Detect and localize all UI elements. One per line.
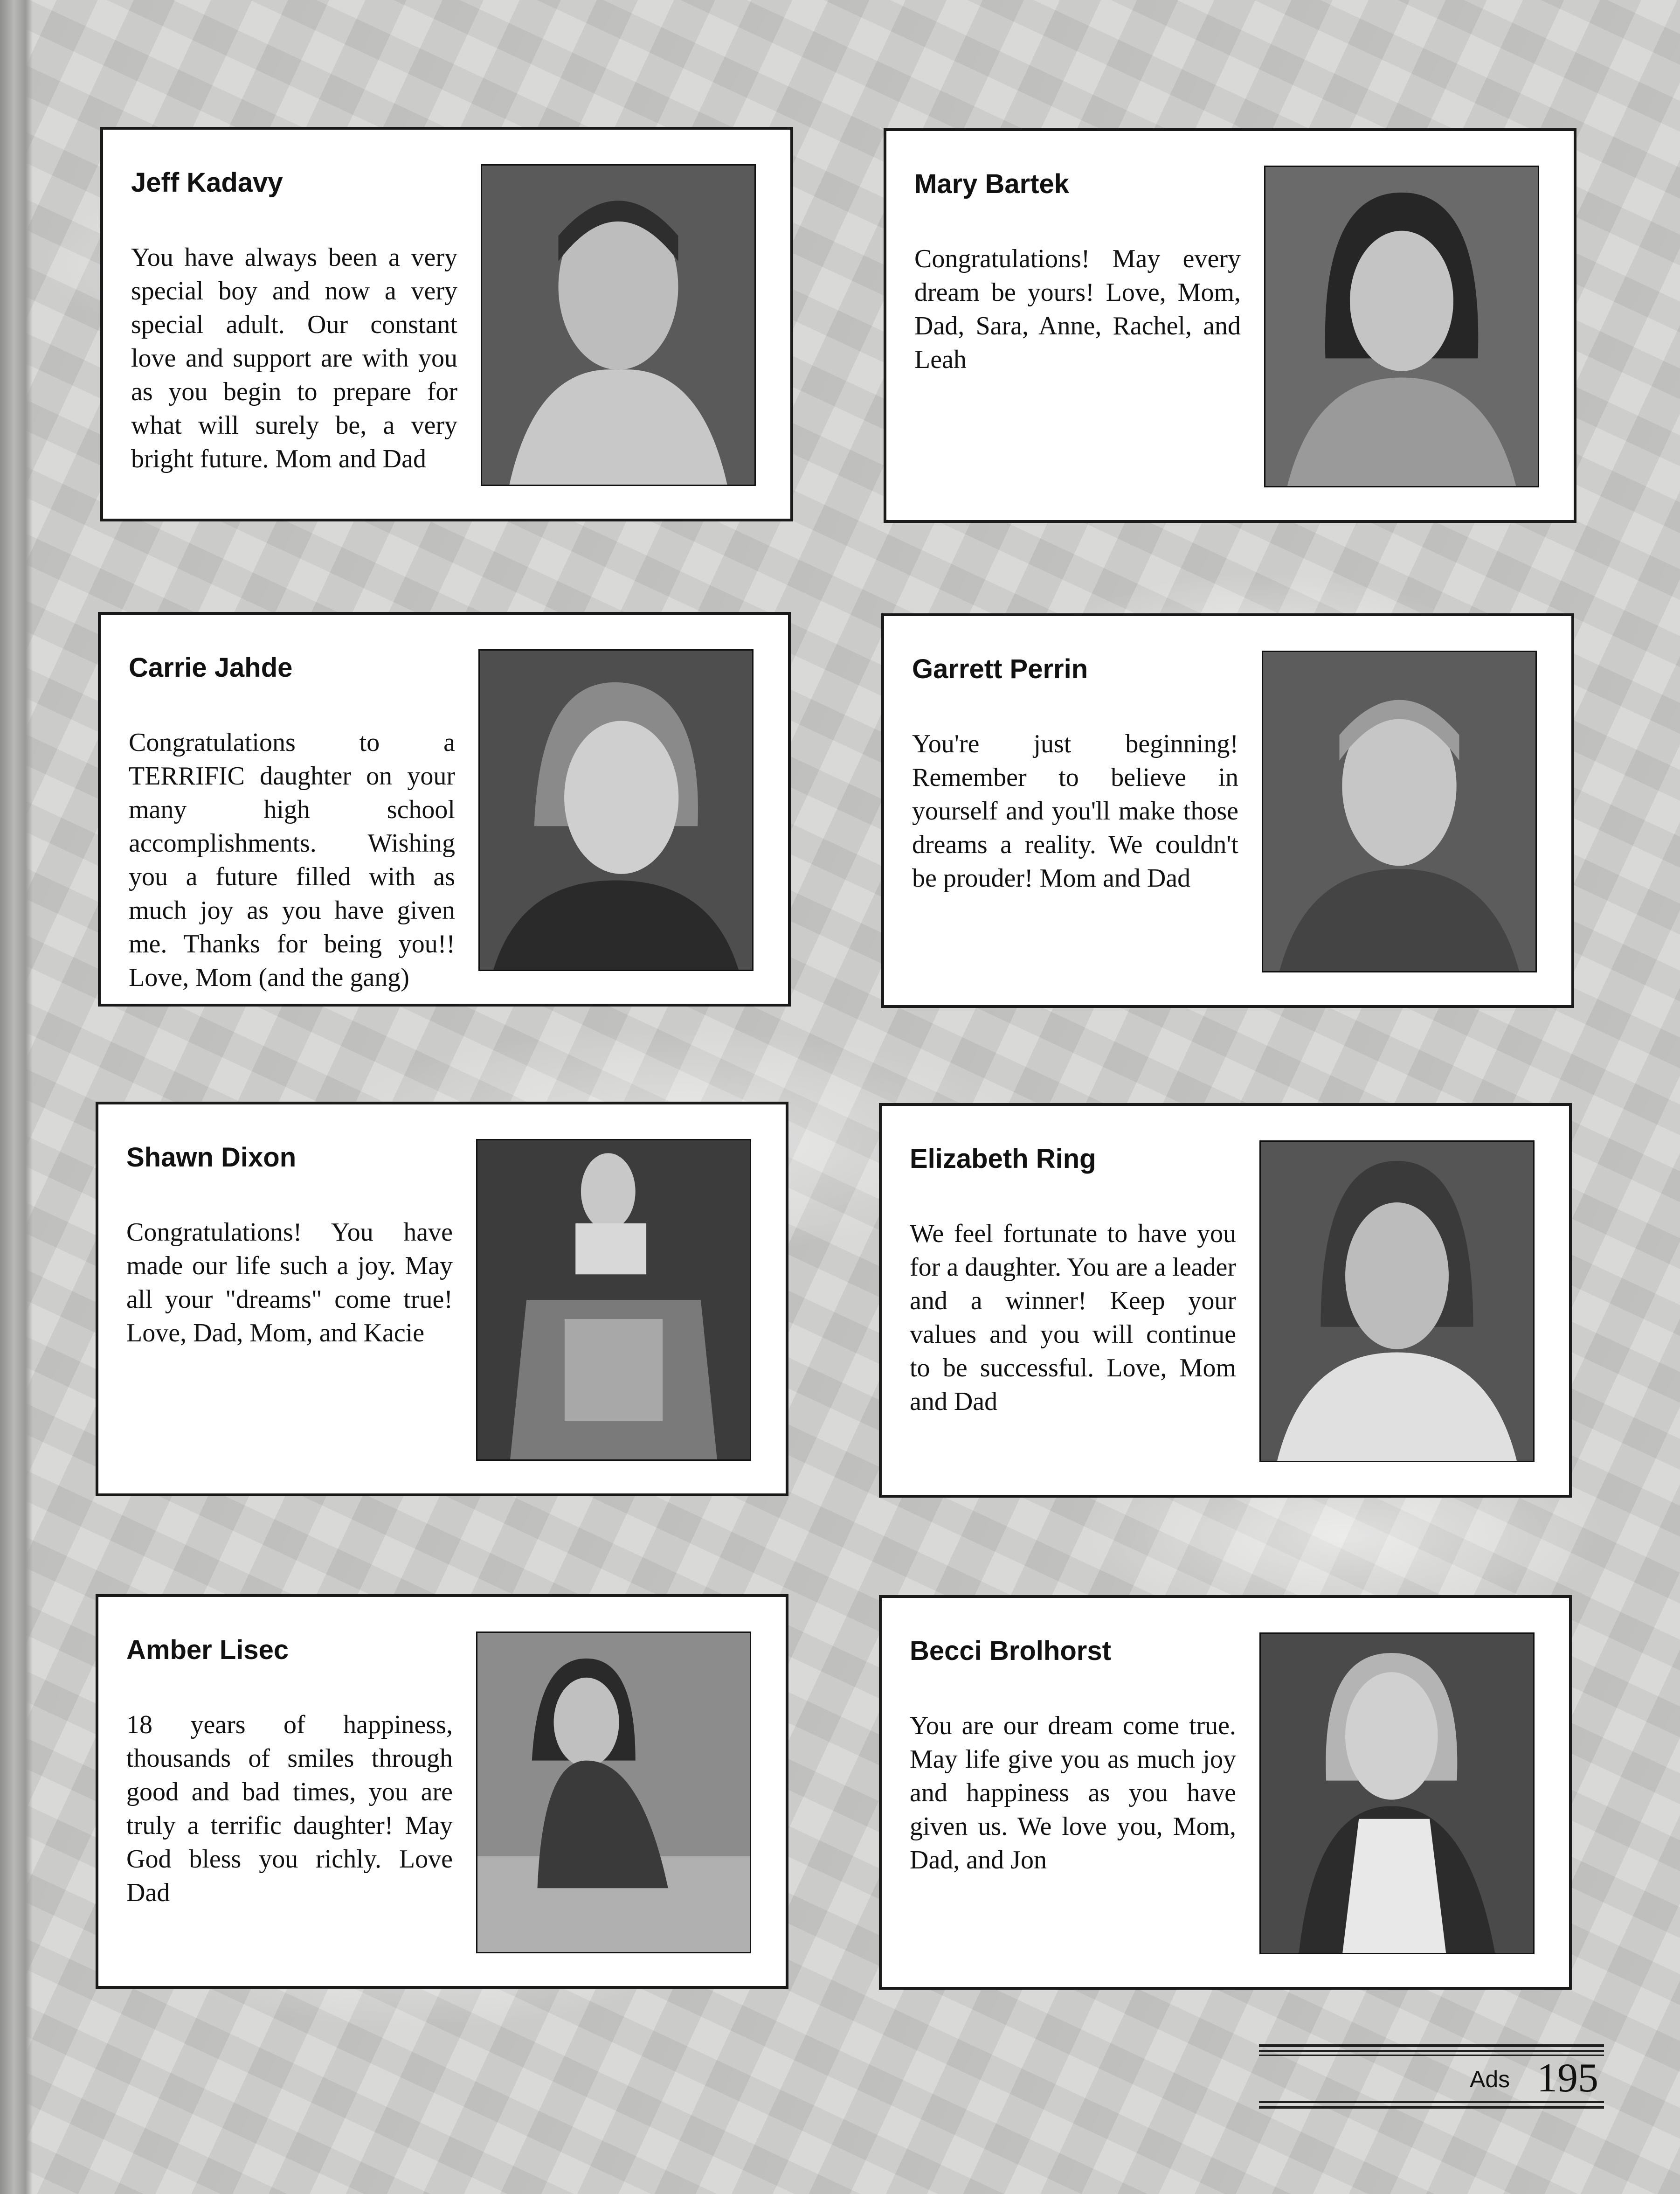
- child-photo: [481, 164, 756, 486]
- child-photo: [1262, 651, 1537, 972]
- card-message: Congratulations to a TERRIFIC daughter on your many high school accomplishments. Wishing you a future filled with as much joy as you have given me. Thanks for being you!! Love, Mom (and the gang): [129, 728, 455, 992]
- card-name: Amber Lisec: [126, 1635, 289, 1665]
- card-message: You have always been a very special boy and now a very special adult. Our constant love and support are with you as you begin to prepare for what will surely be, a very bright future. Mom and Dad: [131, 243, 457, 473]
- ad-card-mary-bartek: [884, 128, 1576, 523]
- ad-card-jeff-kadavy: [100, 127, 793, 521]
- page-number: 195: [1537, 2055, 1598, 2101]
- card-name: Carrie Jahde: [129, 653, 293, 683]
- child-photo: [1259, 1140, 1535, 1462]
- ad-card-carrie-jahde: [98, 612, 791, 1007]
- ad-card-shawn-dixon: [96, 1102, 788, 1496]
- child-photo: [1264, 166, 1539, 487]
- child-photo: [478, 649, 754, 971]
- child-photo: [476, 1632, 751, 1953]
- card-message: You are our dream come true. May life give you as much joy and happiness as you have given us. We love you, Mom, Dad, and Jon: [910, 1711, 1236, 1875]
- footer-rule: [1259, 2101, 1604, 2103]
- card-name: Shawn Dixon: [126, 1142, 297, 1173]
- card-name: Becci Brolhorst: [910, 1636, 1111, 1666]
- child-photo: [476, 1139, 751, 1461]
- page-footer: [1259, 2041, 1604, 2111]
- page-binding-edge: [0, 0, 33, 2194]
- section-label: Ads: [1470, 2066, 1510, 2092]
- footer-rule: [1259, 2106, 1604, 2109]
- card-message: You're just beginning! Remember to believe in yourself and you'll make those dreams a reality. We couldn't be prouder! Mom and Dad: [912, 729, 1238, 893]
- card-message: 18 years of happiness, thousands of smiles through good and bad times, you are truly a terrific daughter! May God bless you richly. Love Dad: [126, 1710, 453, 1907]
- card-name: Mary Bartek: [914, 169, 1070, 199]
- card-message: Congratulations! May every dream be yours! Love, Mom, Dad, Sara, Anne, Rachel, and Leah: [914, 244, 1241, 374]
- ad-card-becci-brolhorst: [879, 1595, 1572, 1990]
- card-name: Jeff Kadavy: [131, 167, 283, 198]
- child-photo: [1259, 1632, 1535, 1954]
- card-name: Elizabeth Ring: [910, 1144, 1096, 1174]
- card-name: Garrett Perrin: [912, 654, 1088, 684]
- card-message: Congratulations! You have made our life such a joy. May all your "dreams" come true! Love, Dad, Mom, and Kacie: [126, 1218, 453, 1347]
- card-message: We feel fortunate to have you for a daughter. You are a leader and a winner! Keep your values and you will continue to be successful. Love, Mom and Dad: [910, 1219, 1236, 1416]
- footer-rule: [1259, 2044, 1604, 2047]
- ad-card-garrett-perrin: [881, 613, 1574, 1008]
- ad-card-elizabeth-ring: [879, 1103, 1572, 1498]
- ad-card-amber-lisec: [96, 1594, 788, 1989]
- footer-rule: [1259, 2050, 1604, 2052]
